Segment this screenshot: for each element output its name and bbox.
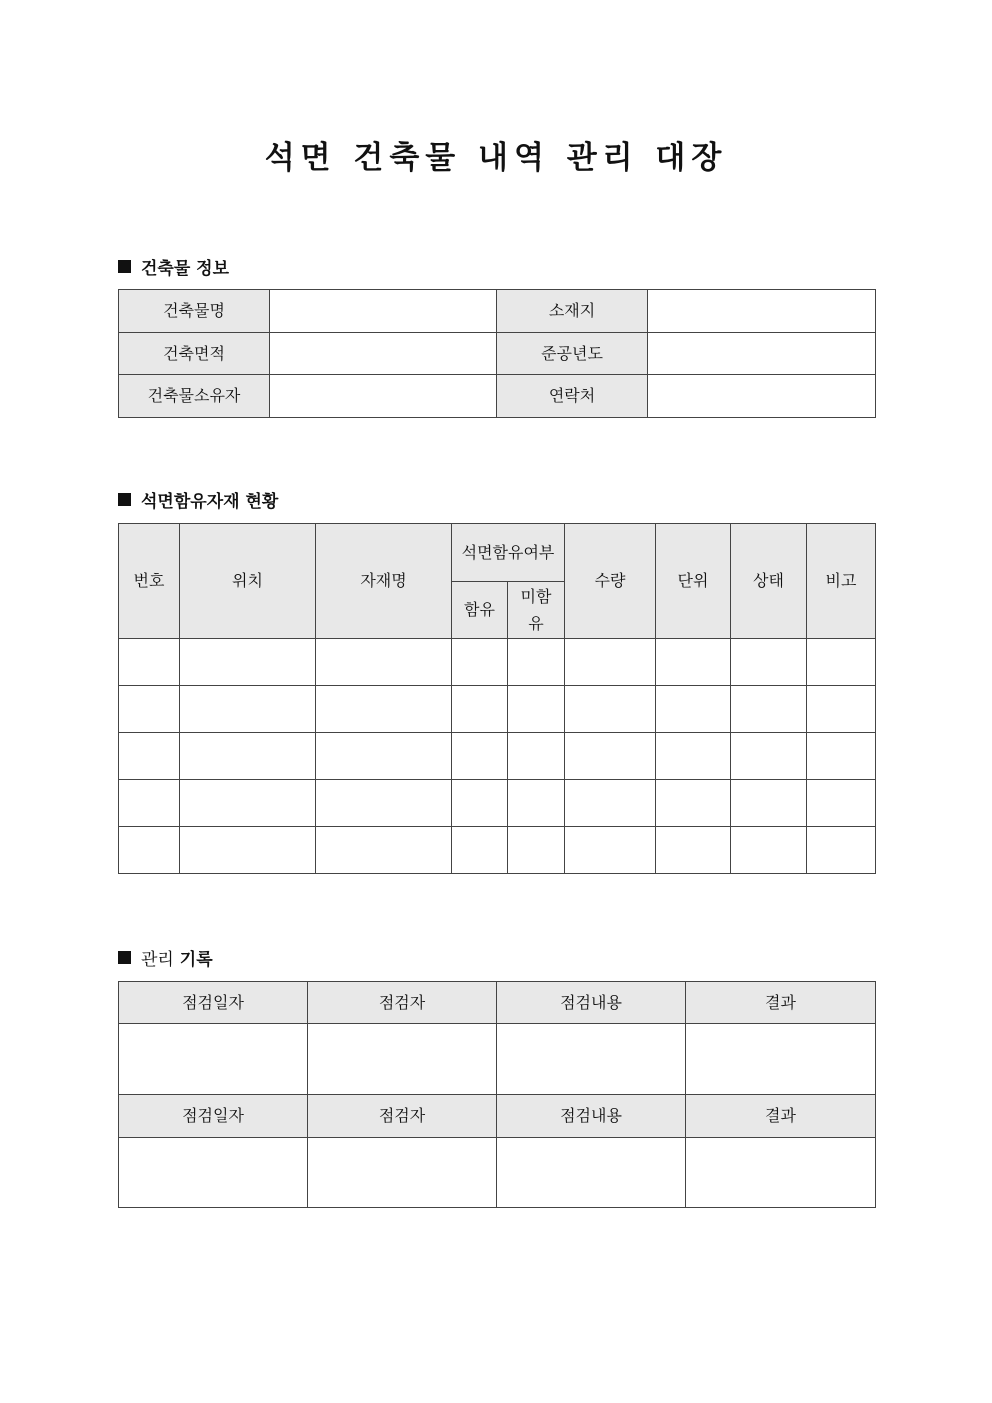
inspector-header: 점검자 — [308, 982, 497, 1024]
building-name-value[interactable] — [270, 290, 497, 333]
remarks-cell[interactable] — [807, 639, 876, 686]
contact-value[interactable] — [648, 375, 876, 418]
location-value[interactable] — [648, 290, 876, 333]
quantity-cell[interactable] — [565, 639, 656, 686]
owner-value[interactable] — [270, 375, 497, 418]
square-bullet-icon — [118, 260, 131, 273]
contains-cell[interactable] — [452, 686, 508, 733]
building-info-row — [119, 290, 876, 333]
not-contains-cell[interactable] — [508, 827, 565, 874]
management-records-heading — [118, 945, 213, 970]
contains-cell[interactable] — [452, 827, 508, 874]
result-value[interactable] — [686, 1138, 876, 1208]
inspection-content-header: 점검내용 — [497, 1095, 686, 1138]
unit-cell[interactable] — [656, 780, 731, 827]
building-info-heading-text: 건축물 정보 — [141, 259, 230, 279]
inspection-content-header: 점검내용 — [497, 982, 686, 1024]
material-cell[interactable] — [316, 827, 452, 874]
not-contains-cell[interactable] — [508, 686, 565, 733]
asbestos-table-body — [119, 639, 876, 874]
col-header-quantity: 수량 — [565, 524, 656, 639]
location-cell[interactable] — [180, 639, 316, 686]
not-contains-cell[interactable] — [508, 733, 565, 780]
unit-cell[interactable] — [656, 639, 731, 686]
completion-year-label: 준공년도 — [497, 333, 648, 375]
material-cell[interactable] — [316, 639, 452, 686]
col-header-location: 위치 — [180, 524, 316, 639]
contact-label: 연락처 — [497, 375, 648, 418]
material-cell[interactable] — [316, 733, 452, 780]
management-records-table — [118, 981, 876, 1208]
owner-label: 건축물소유자 — [119, 375, 270, 418]
condition-cell[interactable] — [731, 686, 807, 733]
document-title: 석면 건축물 내역 관리 대장 — [264, 140, 728, 176]
asbestos-materials-table — [118, 523, 876, 874]
condition-cell[interactable] — [731, 827, 807, 874]
result-header: 결과 — [686, 1095, 876, 1138]
no-cell[interactable] — [119, 780, 180, 827]
table-row — [119, 780, 876, 827]
col-header-unit: 단위 — [656, 524, 731, 639]
remarks-cell[interactable] — [807, 733, 876, 780]
contains-cell[interactable] — [452, 733, 508, 780]
record-value-row — [119, 1024, 876, 1095]
col-header-material: 자재명 — [316, 524, 452, 639]
unit-cell[interactable] — [656, 827, 731, 874]
table-row — [119, 639, 876, 686]
building-area-value[interactable] — [270, 333, 497, 375]
result-header: 결과 — [686, 982, 876, 1024]
building-info-table — [118, 289, 876, 418]
asbestos-materials-heading — [118, 487, 278, 512]
unit-cell[interactable] — [656, 733, 731, 780]
building-name-label: 건축물명 — [119, 290, 270, 333]
inspector-value[interactable] — [308, 1024, 497, 1095]
square-bullet-icon — [118, 951, 131, 964]
condition-cell[interactable] — [731, 639, 807, 686]
remarks-cell[interactable] — [807, 827, 876, 874]
location-cell[interactable] — [180, 780, 316, 827]
completion-year-value[interactable] — [648, 333, 876, 375]
inspection-content-value[interactable] — [497, 1138, 686, 1208]
result-value[interactable] — [686, 1024, 876, 1095]
management-records-heading-bold: 기록 — [179, 950, 213, 970]
inspection-content-value[interactable] — [497, 1024, 686, 1095]
quantity-cell[interactable] — [565, 827, 656, 874]
material-cell[interactable] — [316, 780, 452, 827]
building-info-row — [119, 375, 876, 418]
inspection-date-value[interactable] — [119, 1024, 308, 1095]
table-row — [119, 733, 876, 780]
col-header-not-contains: 미함유 — [508, 582, 565, 639]
management-records-heading-light: 관리 — [141, 950, 174, 970]
material-cell[interactable] — [316, 686, 452, 733]
building-info-heading — [118, 254, 229, 279]
not-contains-cell[interactable] — [508, 780, 565, 827]
inspection-date-value[interactable] — [119, 1138, 308, 1208]
table-row — [119, 686, 876, 733]
inspection-date-header: 점검일자 — [119, 982, 308, 1024]
inspection-date-header: 점검일자 — [119, 1095, 308, 1138]
building-area-label: 건축면적 — [119, 333, 270, 375]
inspector-value[interactable] — [308, 1138, 497, 1208]
no-cell[interactable] — [119, 827, 180, 874]
building-info-row — [119, 333, 876, 375]
not-contains-cell[interactable] — [508, 639, 565, 686]
col-header-condition: 상태 — [731, 524, 807, 639]
quantity-cell[interactable] — [565, 733, 656, 780]
square-bullet-icon — [118, 493, 131, 506]
contains-cell[interactable] — [452, 639, 508, 686]
no-cell[interactable] — [119, 733, 180, 780]
quantity-cell[interactable] — [565, 686, 656, 733]
condition-cell[interactable] — [731, 733, 807, 780]
col-header-asbestos-status: 석면함유여부 — [452, 524, 565, 582]
remarks-cell[interactable] — [807, 686, 876, 733]
no-cell[interactable] — [119, 686, 180, 733]
location-cell[interactable] — [180, 733, 316, 780]
quantity-cell[interactable] — [565, 780, 656, 827]
no-cell[interactable] — [119, 639, 180, 686]
col-header-no: 번호 — [119, 524, 180, 639]
record-header-row — [119, 982, 876, 1024]
record-header-row — [119, 1095, 876, 1138]
col-header-remarks: 비고 — [807, 524, 876, 639]
location-cell[interactable] — [180, 827, 316, 874]
header-row — [119, 524, 876, 582]
location-label: 소재지 — [497, 290, 648, 333]
table-row — [119, 827, 876, 874]
condition-cell[interactable] — [731, 780, 807, 827]
location-cell[interactable] — [180, 686, 316, 733]
col-header-contains: 함유 — [452, 582, 508, 639]
record-value-row — [119, 1138, 876, 1208]
contains-cell[interactable] — [452, 780, 508, 827]
unit-cell[interactable] — [656, 686, 731, 733]
inspector-header: 점검자 — [308, 1095, 497, 1138]
asbestos-materials-heading-text: 석면함유자재 현황 — [141, 492, 279, 512]
remarks-cell[interactable] — [807, 780, 876, 827]
